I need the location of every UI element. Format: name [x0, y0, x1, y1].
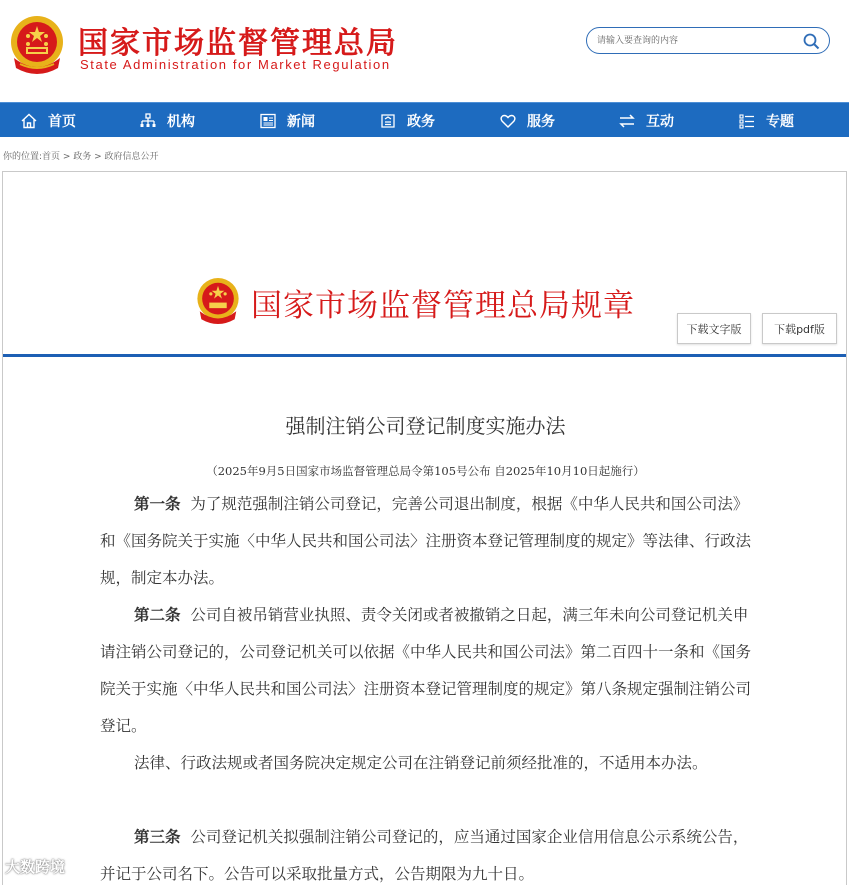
- content-panel: [2, 171, 847, 885]
- nav-label: 机构: [167, 113, 195, 130]
- nav-label: 互动: [646, 113, 674, 130]
- nav-item-govaffairs[interactable]: [379, 103, 435, 138]
- divider: [3, 354, 847, 357]
- exchange-icon: [618, 112, 636, 130]
- nav-item-news[interactable]: [259, 103, 315, 138]
- article-number: 第二条: [134, 606, 181, 624]
- home-icon: [20, 112, 38, 130]
- national-emblem-icon: [195, 276, 241, 326]
- article-text: 法律、行政法规或者国务院决定规定公司在注销登记前须经批准的，不适用本办法。: [134, 754, 708, 772]
- article-paragraph: [100, 745, 760, 782]
- nav-label: 政务: [407, 113, 435, 130]
- article-text: 为了规范强制注销公司登记，完善公司退出制度，根据《中华人民共和国公司法》和《国务院关于实施〈中华人民共和国公司法〉注册资本登记管理制度的规定》等法律、行政法规，制定本办法。: [100, 495, 752, 587]
- org-icon: [139, 112, 157, 130]
- news-icon: [259, 112, 277, 130]
- download-text-button[interactable]: 下载文字版: [677, 313, 751, 344]
- article-number: 第三条: [134, 828, 181, 846]
- article-text: 公司登记机关拟强制注销公司登记的，应当通过国家企业信用信息公示系统公告，并记于公司名下。公告可以采取批量方式，公告期限为九十日。: [100, 828, 749, 883]
- download-pdf-button[interactable]: 下载pdf版: [762, 313, 837, 344]
- nav-item-topics[interactable]: [738, 103, 794, 138]
- article-number: 第一条: [134, 495, 181, 513]
- site-title-english[interactable]: State Administration for Market Regulation: [80, 57, 391, 72]
- govaffairs-icon: [379, 112, 397, 130]
- article-paragraph: [100, 597, 760, 745]
- search-box: [586, 27, 830, 54]
- breadcrumb[interactable]: 你的位置:首页 > 政务 > 政府信息公开: [3, 152, 159, 162]
- nav-item-org[interactable]: [139, 103, 195, 138]
- search-icon[interactable]: [803, 33, 820, 50]
- nav-item-service[interactable]: [499, 103, 555, 138]
- nav-label: 专题: [766, 113, 794, 130]
- nav-item-home[interactable]: [20, 103, 76, 138]
- main-nav: [0, 102, 849, 137]
- nav-label: 新闻: [287, 113, 315, 130]
- article-paragraph: [100, 819, 760, 885]
- site-title[interactable]: 国家市场监督管理总局: [78, 26, 398, 61]
- nav-item-interact[interactable]: [618, 103, 674, 138]
- heart-icon: [499, 112, 517, 130]
- article-paragraph: [100, 486, 760, 597]
- document-subtitle: （2025年9月5日国家市场监督管理总局令第105号公布 自2025年10月10日起施行）: [206, 464, 645, 478]
- list-icon: [738, 112, 756, 130]
- site-header: [0, 0, 849, 102]
- nav-label: 服务: [527, 113, 555, 130]
- article-text: 公司自被吊销营业执照、责令关闭或者被撤销之日起，满三年未向公司登记机关申请注销公司登记的，公司登记机关可以依据《中华人民共和国公司法》第二百四十一条和《国务院关于实施〈中华人民共和国公司法〉注册资本登记管理制度的规定》第八条规定强制注销公司登记。: [100, 606, 752, 735]
- national-emblem-icon[interactable]: [8, 14, 66, 76]
- document-title: 强制注销公司登记制度实施办法: [285, 414, 566, 438]
- watermark: 大数跨境: [5, 858, 66, 876]
- nav-label: 首页: [48, 113, 76, 130]
- regulations-banner-title: 国家市场监督管理总局规章: [251, 288, 635, 324]
- search-input[interactable]: [597, 32, 797, 50]
